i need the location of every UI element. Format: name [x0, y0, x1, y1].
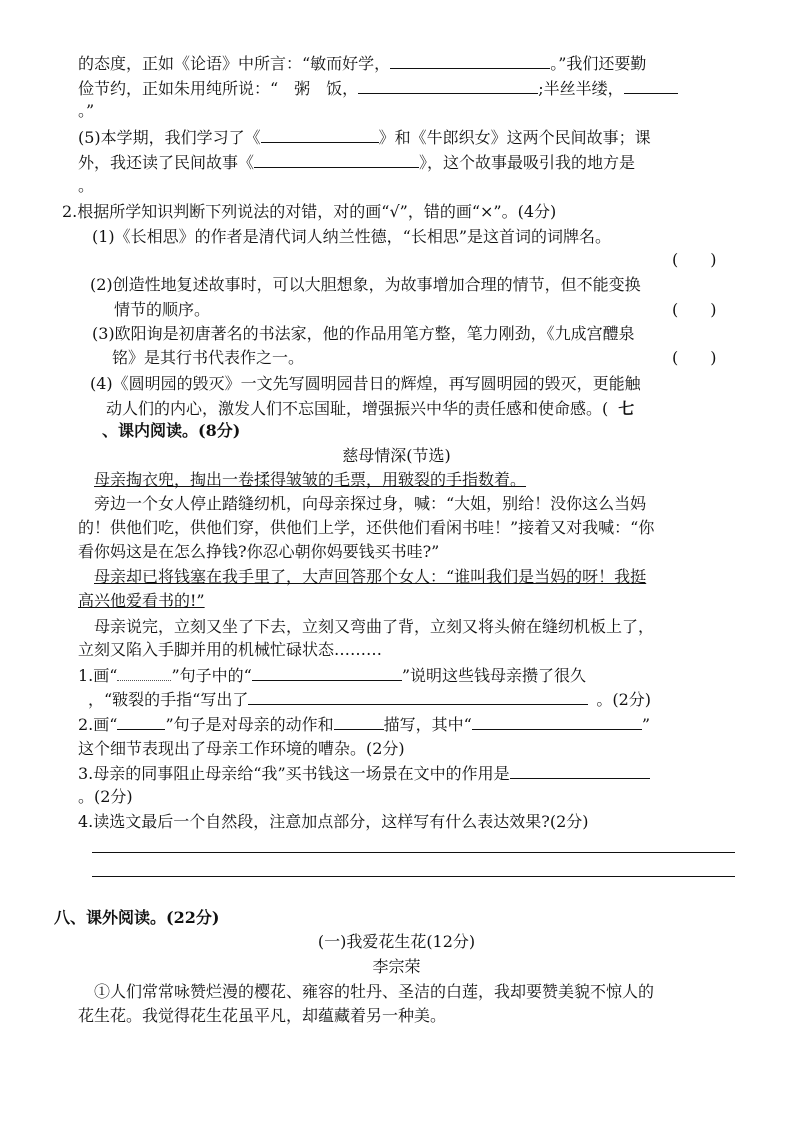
passage-title: 慈母情深(节选)	[342, 446, 451, 465]
essay-author: 李宗荣	[372, 957, 421, 976]
passage-p4-cont: 立刻又陷入手脚并用的机械忙碌状态………	[78, 640, 383, 659]
passage-p2-cont2: 看你妈这是在怎么挣钱?你忍心朝你妈要钱买书哇?”	[78, 542, 440, 561]
fill-blank[interactable]	[334, 713, 384, 730]
rq2: 2.画“ ”句子是对母亲的动作和 描写，其中“ ”	[78, 715, 651, 734]
fill-blank[interactable]	[358, 77, 538, 94]
essay-title: (一)我爱花生花(12分)	[317, 932, 476, 951]
q1-line4: (5)本学期，我们学习了《 》和《牛郎织女》这两个民间故事；课	[78, 128, 651, 147]
passage-p3-cont: 高兴他爱看书的!”	[78, 591, 205, 610]
passage-p1: 母亲掏衣兜，掏出一卷揉得皱皱的毛票，用皲裂的手指数着。	[94, 470, 527, 489]
fill-blank[interactable]	[254, 151, 419, 168]
q1-line1: 的态度，正如《论语》中所言：“敏而好学， 。”我们还要勤	[78, 54, 647, 73]
q2-item4-cont: 动人们的内心，激发人们不忘国耻，增强振兴中华的责任感和使命感。( 七	[106, 399, 635, 418]
fill-blank[interactable]	[261, 126, 379, 143]
q2-item3: (3)欧阳询是初唐著名的书法家，他的作品用笔方整，笔力刚劲，《九成宫醴泉	[92, 324, 635, 343]
rq4: 4.读选文最后一个自然段，注意加点部分，这样写有什么表达效果?(2分)	[78, 812, 589, 831]
rq3-cont: 。(2分)	[78, 787, 133, 806]
answer-line[interactable]	[92, 876, 735, 877]
essay-p1: ①人们常常咏赞烂漫的樱花、雍容的牡丹、圣洁的白莲，我却要赞美貌不惊人的	[94, 982, 655, 1001]
section-8-heading: 八、课外阅读。(22分)	[54, 908, 220, 927]
rq1-cont: ，“皲裂的手指“写出了 。(2分)	[88, 690, 652, 709]
fill-blank[interactable]	[472, 713, 642, 730]
q2-item2-cont: 情节的顺序。	[114, 300, 211, 319]
underline-marker	[117, 713, 165, 730]
fill-blank[interactable]	[248, 688, 588, 705]
q2-title: 2.根据所学知识判断下列说法的对错，对的画“√”，错的画“×”。(4分)	[62, 202, 557, 221]
q2-item4: (4)《圆明园的毁灭》一文先写圆明园昔日的辉煌，再写圆明园的毁灭，更能触	[90, 374, 641, 393]
rq3: 3.母亲的同事阻止母亲给“我”买书钱这一场景在文中的作用是	[78, 762, 650, 786]
q1-line2: 俭节约，正如朱用纯所说：“ 粥 饭， ;半丝半缕，	[78, 77, 678, 101]
passage-p2-cont: 的！供他们吃，供他们穿，供他们上学，还供他们看闲书哇！”接着又对我喊：“你	[78, 518, 655, 537]
passage-p3: 母亲却已将钱塞在我手里了，大声回答那个女人：“谁叫我们是当妈的呀！我挺	[94, 567, 647, 586]
passage-p4: 母亲说完，立刻又坐了下去，立刻又弯曲了背，立刻又将头俯在缝纫机板上了，	[94, 617, 655, 636]
q2-item3-cont: 铭》是其行书代表作之一。	[112, 348, 305, 367]
q1-line5: 外，我还读了民间故事《 》，这个故事最吸引我的地方是	[78, 153, 636, 172]
wavy-line-marker	[117, 664, 171, 681]
passage-p2: 旁边一个女人停止踏缝纫机，向母亲探过身，喊：“大姐，别给！没你这么当妈	[94, 494, 647, 513]
answer-line[interactable]	[92, 852, 735, 853]
fill-blank[interactable]	[624, 77, 678, 94]
fill-blank[interactable]	[390, 52, 550, 69]
essay-p1-cont: 花生花。我觉得花生花虽平凡，却蕴藏着另一种美。	[78, 1006, 447, 1025]
answer-paren[interactable]: ( )	[672, 348, 717, 367]
section-7-number: 七	[618, 399, 635, 418]
answer-paren[interactable]: ( )	[672, 250, 717, 269]
answer-paren[interactable]: ( )	[672, 300, 717, 319]
q2-item1: (1)《长相思》的作者是清代词人纳兰性德，“长相思”是这首词的词牌名。	[92, 227, 612, 246]
fill-blank[interactable]	[510, 762, 650, 779]
q2-item2: (2)创造性地复述故事时，可以大胆想象，为故事增加合理的情节，但不能变换	[90, 275, 641, 294]
fill-blank[interactable]	[252, 664, 402, 681]
q1-line6: 。	[78, 176, 95, 195]
rq1: 1.画“ ”句子中的“ ”说明这些钱母亲攒了很久	[78, 666, 587, 685]
rq2-cont: 这个细节表现出了母亲工作环境的嘈杂。(2分)	[78, 739, 405, 758]
section-7-heading: 、课内阅读。(8分)	[102, 421, 241, 440]
q1-line3: 。”	[78, 101, 95, 120]
